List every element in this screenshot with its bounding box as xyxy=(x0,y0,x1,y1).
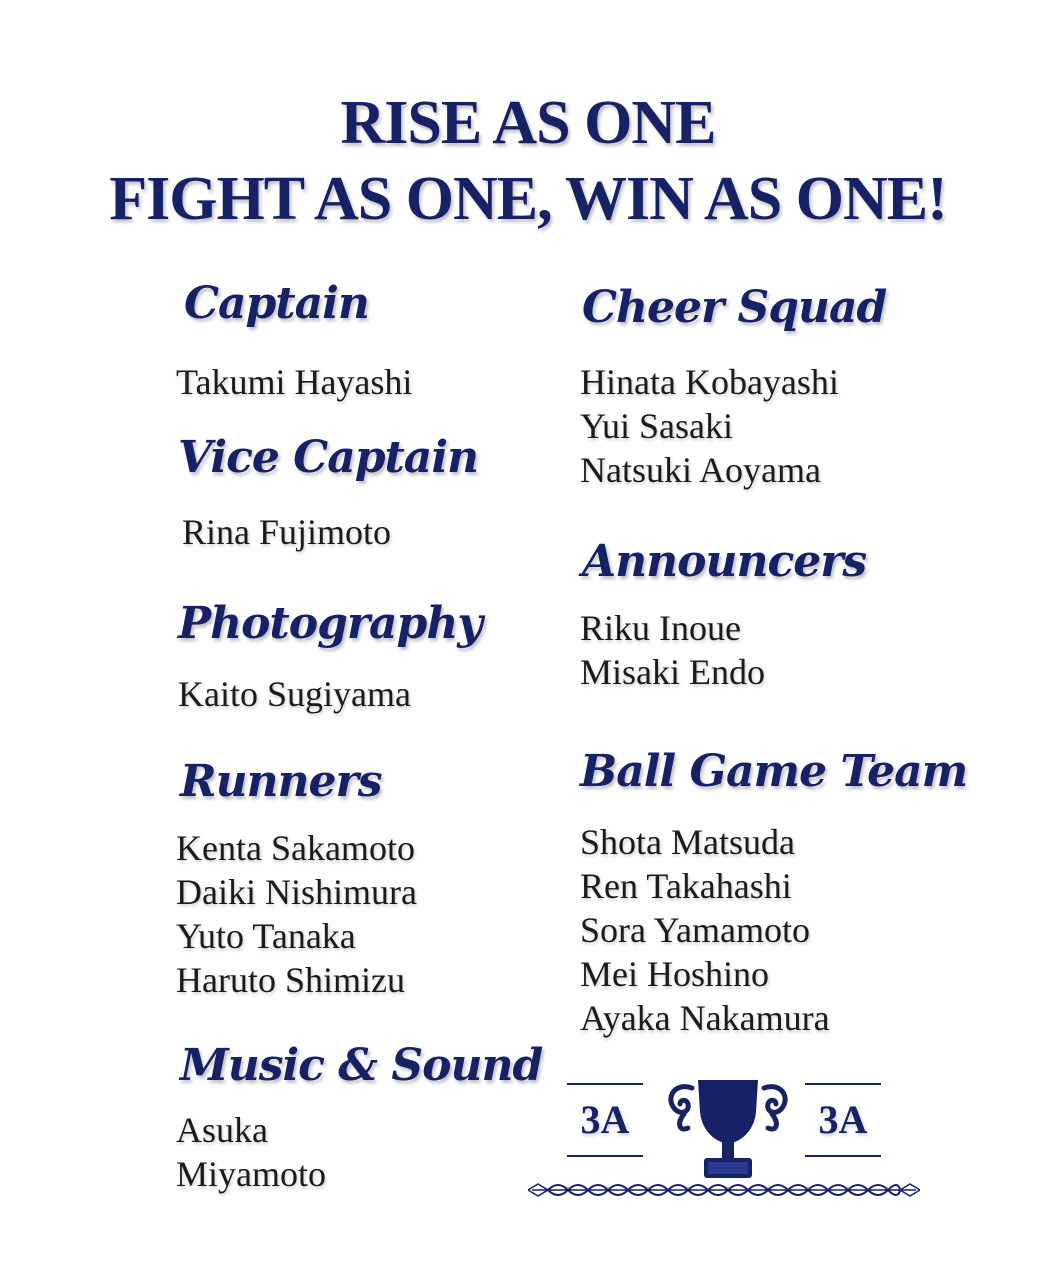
section-vice-captain xyxy=(178,432,478,484)
announcers-names xyxy=(580,606,765,694)
section-heading: Cheer Squad xyxy=(582,282,887,333)
member-name: Natsuki Aoyama xyxy=(580,450,821,490)
member-name: Kaito Sugiyama xyxy=(178,674,411,714)
headline-line-2: FIGHT AS ONE, WIN AS ONE! xyxy=(109,165,947,233)
photography-names xyxy=(178,672,411,716)
member-name: Ayaka Nakamura xyxy=(580,998,830,1038)
member-name: Sora Yamamoto xyxy=(580,910,811,950)
divider xyxy=(805,1155,881,1157)
member-name: Kenta Sakamoto xyxy=(176,828,415,868)
runners-names xyxy=(176,826,417,1002)
section-heading: Photography xyxy=(178,598,482,649)
member-name: Hinata Kobayashi xyxy=(580,362,839,402)
captain-names xyxy=(176,360,412,404)
section-captain xyxy=(184,278,369,330)
ball-game-team-names xyxy=(580,820,830,1040)
section-cheer-squad xyxy=(582,282,886,334)
member-name: Takumi Hayashi xyxy=(176,362,413,402)
section-music-sound xyxy=(180,1040,542,1092)
member-name: Ren Takahashi xyxy=(580,866,792,906)
divider xyxy=(567,1155,643,1157)
section-announcers xyxy=(582,536,866,588)
section-ball-game-team xyxy=(580,746,967,798)
member-name: Yui Sasaki xyxy=(580,406,733,446)
member-name: Yuto Tanaka xyxy=(176,916,356,956)
section-photography xyxy=(178,598,482,650)
member-name: Riku Inoue xyxy=(580,608,741,648)
cheer-squad-names xyxy=(580,360,839,492)
section-heading: Ball Game Team xyxy=(580,746,968,797)
section-heading: Announcers xyxy=(582,536,867,587)
wave-ornament-icon xyxy=(528,1178,920,1202)
member-name: Haruto Shimizu xyxy=(176,960,405,1000)
vice-captain-names xyxy=(182,510,391,554)
section-heading: Runners xyxy=(180,756,382,807)
member-name: Rina Fujimoto xyxy=(182,512,392,552)
member-name: Daiki Nishimura xyxy=(176,872,417,912)
member-name: Asuka xyxy=(176,1110,268,1150)
class-badge-left xyxy=(567,1083,643,1157)
class-label: 3A xyxy=(580,1097,630,1142)
member-name: Misaki Endo xyxy=(580,652,765,692)
class-badge-right xyxy=(805,1083,881,1157)
music-sound-names xyxy=(176,1108,326,1196)
member-name: Mei Hoshino xyxy=(580,954,769,994)
section-heading: Captain xyxy=(184,278,369,329)
trophy-icon xyxy=(664,1072,792,1182)
member-name: Miyamoto xyxy=(176,1154,326,1194)
section-heading: Vice Captain xyxy=(178,432,479,483)
member-name: Shota Matsuda xyxy=(580,822,795,862)
section-heading: Music & Sound xyxy=(180,1040,543,1091)
section-runners xyxy=(180,756,381,808)
headline-line-1: RISE AS ONE xyxy=(340,89,716,157)
class-label: 3A xyxy=(818,1097,868,1142)
